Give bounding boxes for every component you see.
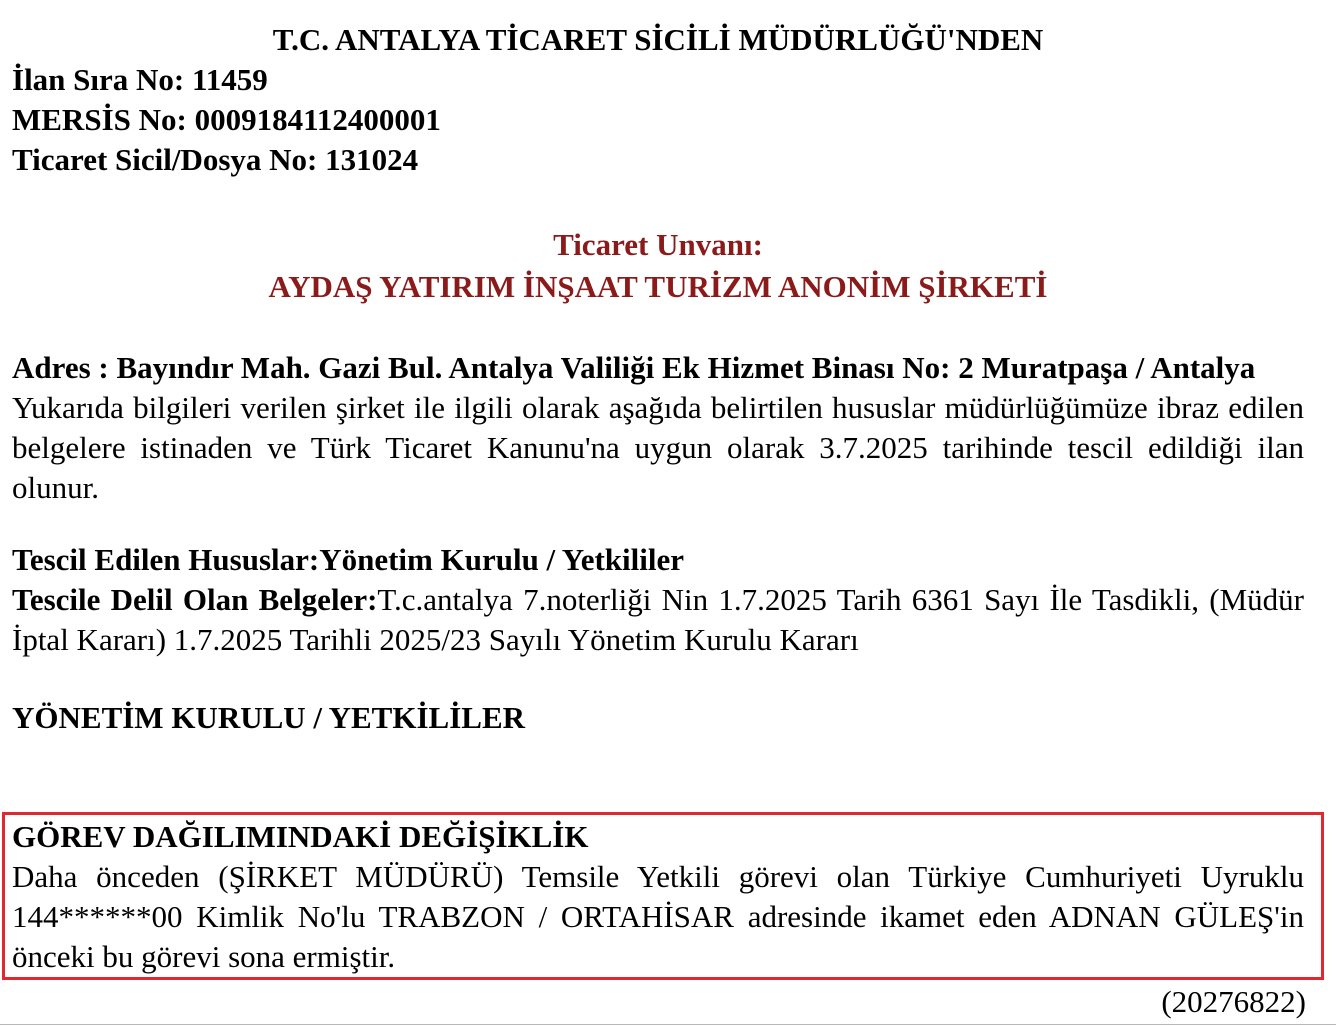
evidence-documents [12,580,1304,660]
company-label: Ticaret Unvanı: [553,227,763,262]
ilan-sira-no: İlan Sıra No: 11459 [12,62,268,97]
reference-number: (20276822) [1161,984,1306,1019]
registered-matters-label: Tescil Edilen Hususlar: [12,542,320,577]
announcement-text: Yukarıda bilgileri verilen şirket ile ilgili olarak aşağıda belirtilen hususlar müdürlüğümüze ibraz edilen belgelere istinaden ve Türk Ticaret Kanunu'na uygun olarak 3.7.2025 tarihinde tescil edildiği ilan olunur. [12,390,1304,505]
registered-matters-value: Yönetim Kurulu / Yetkililer [319,542,685,577]
page-title: T.C. ANTALYA TİCARET SİCİLİ MÜDÜRLÜĞÜ'NDEN [272,22,1044,57]
company-block [12,224,1304,308]
mersis-no: MERSİS No: 0009184112400001 [12,102,441,137]
evidence-documents-label: Tescile Delil Olan Belgeler: [12,582,378,617]
bottom-divider [0,1024,1336,1025]
board-section-title: YÖNETİM KURULU / YETKİLİLER [12,700,526,735]
document-page [12,20,1304,738]
duty-change-title: GÖREV DAĞILIMINDAKİ DEĞİŞİKLİK [12,819,589,854]
registered-matters [12,540,1304,660]
evidence-documents-value: T.c.antalya 7.noterliği Nin 1.7.2025 Tarih 6361 Sayı İle Tasdikli, (Müdür İptal Kararı) 1.7.2025 Tarihli 2025/23 Sayılı Yönetim Kurulu Kararı [12,582,1304,657]
company-name: AYDAŞ YATIRIM İNŞAAT TURİZM ANONİM ŞİRKETİ [268,269,1048,304]
company-address: Adres : Bayındır Mah. Gazi Bul. Antalya Valiliği Ek Hizmet Binası No: 2 Muratpaşa / Antalya [12,350,1256,385]
ticaret-sicil-no: Ticaret Sicil/Dosya No: 131024 [12,142,419,177]
duty-change-block [12,817,1304,977]
duty-change-text: Daha önceden (ŞİRKET MÜDÜRÜ) Temsile Yetkili görevi olan Türkiye Cumhuriyeti Uyruklu 144******00 Kimlik No'lu TRABZON / ORTAHİSAR adresinde ikamet eden ADNAN GÜLEŞ'in önceki bu görevi sona ermiştir. [12,859,1304,974]
